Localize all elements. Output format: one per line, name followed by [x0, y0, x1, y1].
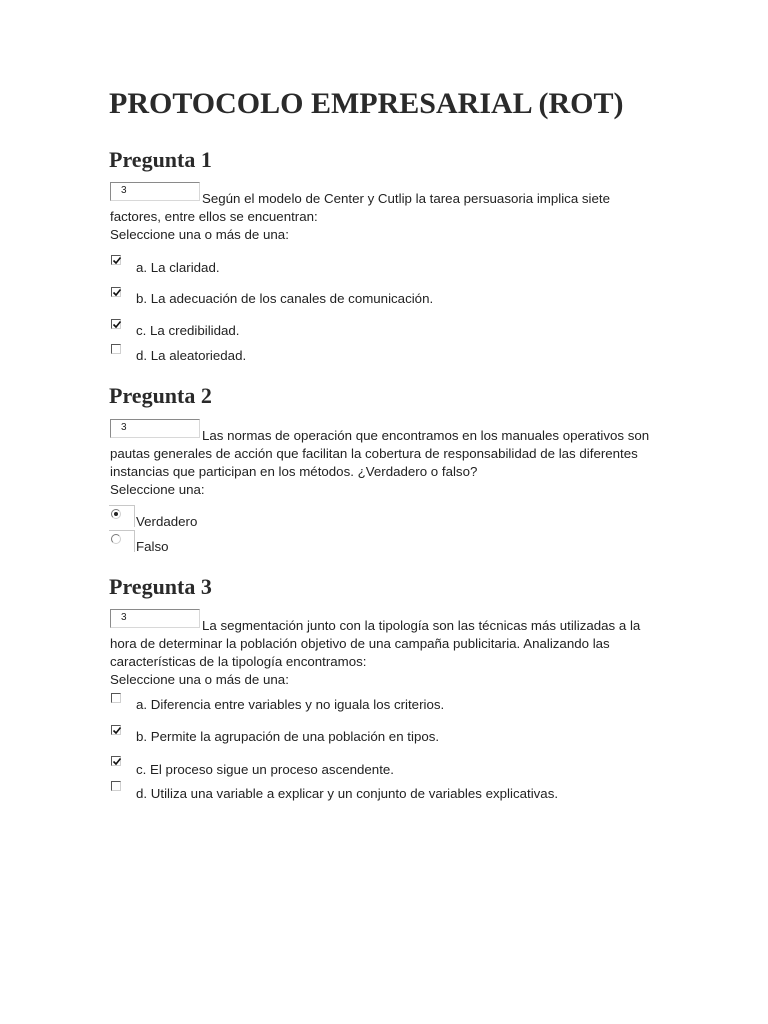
- checkbox-checked[interactable]: [111, 319, 121, 329]
- checkbox-unchecked[interactable]: [111, 344, 121, 354]
- checkbox-checked[interactable]: [111, 756, 121, 766]
- question-text-line: factores, entre ellos se encuentran:: [110, 209, 318, 224]
- checkbox-checked[interactable]: [111, 725, 121, 735]
- option-label: a. La claridad.: [136, 260, 220, 275]
- question-heading: Pregunta 3: [109, 574, 212, 599]
- question-text-line: pautas generales de acción que facilitan la cobertura de responsabilidad de las diferentes: [110, 446, 638, 461]
- option-label: a. Diferencia entre variables y no iguala los criterios.: [136, 697, 445, 712]
- option-label: c. El proceso sigue un proceso ascendente.: [136, 762, 394, 777]
- checkbox-unchecked[interactable]: [111, 781, 121, 791]
- question-text: [110, 427, 670, 499]
- question-text: [110, 617, 670, 689]
- question-text-line: La segmentación junto con la tipología son las técnicas más utilizadas a la: [202, 618, 641, 633]
- option-label: Verdadero: [136, 514, 198, 529]
- option-label: d. Utiliza una variable a explicar y un conjunto de variables explicativas.: [136, 786, 559, 801]
- question-heading: Pregunta 1: [109, 147, 212, 172]
- question-text-line: instancias que participan en los métodos. ¿Verdadero o falso?: [110, 464, 478, 479]
- option-label: c. La credibilidad.: [136, 323, 240, 338]
- checkmark-icon: [112, 288, 122, 298]
- checkbox-checked[interactable]: [111, 287, 121, 297]
- radio-cell[interactable]: [109, 505, 135, 527]
- question-instruction: Seleccione una o más de una:: [110, 227, 289, 242]
- score-field[interactable]: 3: [110, 609, 200, 628]
- radio-selected[interactable]: [111, 509, 121, 519]
- option-label: b. Permite la agrupación de una población en tipos.: [136, 729, 440, 744]
- radio-unselected[interactable]: [111, 534, 121, 544]
- score-field[interactable]: 3: [110, 419, 200, 438]
- question-instruction: Seleccione una:: [110, 482, 205, 497]
- page-title: PROTOCOLO EMPRESARIAL (ROT): [109, 87, 624, 120]
- score-field[interactable]: 3: [110, 182, 200, 201]
- question-text-line: características de la tipología encontramos:: [110, 654, 367, 669]
- question-text-line: Las normas de operación que encontramos en los manuales operativos son: [202, 428, 650, 443]
- option-label: b. La adecuación de los canales de comunicación.: [136, 291, 434, 306]
- option-label: d. La aleatoriedad.: [136, 348, 247, 363]
- question-text-line: Según el modelo de Center y Cutlip la tarea persuasoria implica siete: [202, 191, 610, 206]
- checkmark-icon: [112, 757, 122, 767]
- radio-cell[interactable]: [109, 530, 135, 552]
- checkmark-icon: [112, 320, 122, 330]
- checkmark-icon: [112, 256, 122, 266]
- checkbox-checked[interactable]: [111, 255, 121, 265]
- question-heading: Pregunta 2: [109, 383, 212, 408]
- option-label: Falso: [136, 539, 169, 554]
- question-text: [110, 190, 670, 244]
- question-instruction: Seleccione una o más de una:: [110, 672, 289, 687]
- checkmark-icon: [112, 726, 122, 736]
- radio-dot-icon: [114, 512, 118, 516]
- question-text-line: hora de determinar la población objetivo de una campaña publicitaria. Analizando las: [110, 636, 610, 651]
- checkbox-unchecked[interactable]: [111, 693, 121, 703]
